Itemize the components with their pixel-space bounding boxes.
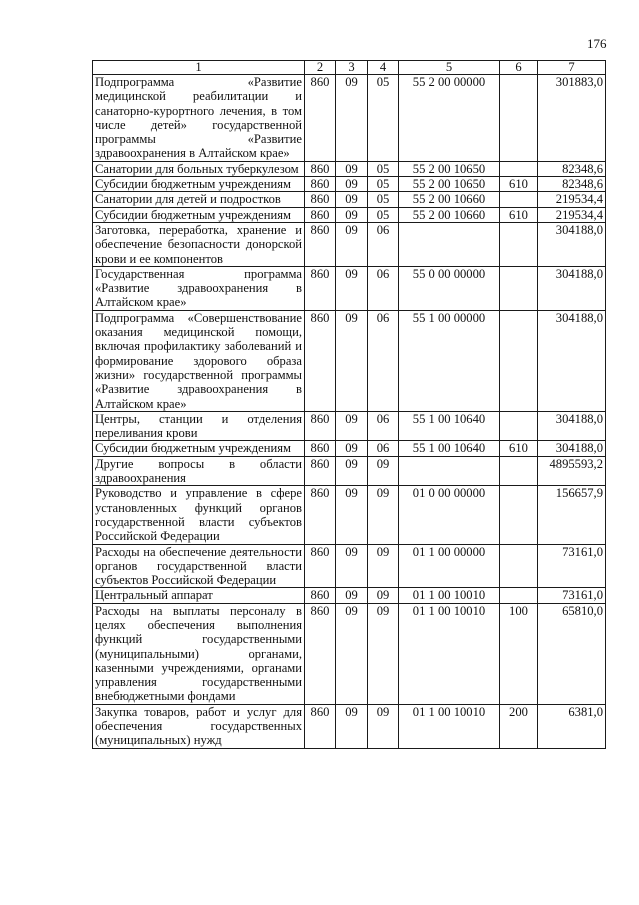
row-name-cell: Центры, станции и отделения переливания крови: [93, 411, 305, 441]
expense-type-cell: 200: [500, 704, 538, 748]
expense-type-cell: [500, 456, 538, 486]
expense-type-cell: 610: [500, 441, 538, 456]
section-code-cell: 09: [336, 161, 368, 176]
row-name-cell: Расходы на выплаты персоналу в целях обеспечения выполнения функций государственными (муниципальными) органами, казенными учреждениями, органами управления государственными внебюджетными фондами: [93, 603, 305, 704]
amount-cell: 304188,0: [538, 266, 606, 310]
table-row: [93, 161, 606, 176]
header-row: [93, 61, 606, 75]
amount-cell: 82348,6: [538, 177, 606, 192]
budget-table: [92, 60, 606, 749]
expense-type-cell: [500, 411, 538, 441]
subsection-code-cell: 09: [368, 456, 399, 486]
row-name-cell: Руководство и управление в сфере установленных функций органов государственной власти субъектов Российской Федерации: [93, 486, 305, 544]
table-row: [93, 544, 606, 588]
table-row: [93, 456, 606, 486]
expense-type-cell: 610: [500, 207, 538, 222]
target-article-cell: 55 1 00 00000: [399, 310, 500, 411]
grbs-code-cell: 860: [305, 704, 336, 748]
grbs-code-cell: 860: [305, 603, 336, 704]
subsection-code-cell: 05: [368, 177, 399, 192]
column-header-2: 2: [305, 61, 336, 75]
section-code-cell: 09: [336, 266, 368, 310]
table-row: [93, 310, 606, 411]
amount-cell: 73161,0: [538, 588, 606, 603]
section-code-cell: 09: [336, 411, 368, 441]
target-article-cell: 55 2 00 10660: [399, 207, 500, 222]
table-row: [93, 411, 606, 441]
table-row: [93, 603, 606, 704]
column-header-3: 3: [336, 61, 368, 75]
grbs-code-cell: 860: [305, 222, 336, 266]
grbs-code-cell: 860: [305, 177, 336, 192]
table-row: [93, 222, 606, 266]
target-article-cell: 55 2 00 10660: [399, 192, 500, 207]
section-code-cell: 09: [336, 456, 368, 486]
table-row: [93, 177, 606, 192]
section-code-cell: 09: [336, 310, 368, 411]
subsection-code-cell: 06: [368, 441, 399, 456]
table-row: [93, 588, 606, 603]
section-code-cell: 09: [336, 75, 368, 162]
amount-cell: 156657,9: [538, 486, 606, 544]
expense-type-cell: [500, 192, 538, 207]
subsection-code-cell: 09: [368, 588, 399, 603]
row-name-cell: Заготовка, переработка, хранение и обеспечение безопасности донорской крови и ее компонентов: [93, 222, 305, 266]
subsection-code-cell: 05: [368, 161, 399, 176]
expense-type-cell: 100: [500, 603, 538, 704]
column-header-4: 4: [368, 61, 399, 75]
grbs-code-cell: 860: [305, 207, 336, 222]
amount-cell: 219534,4: [538, 192, 606, 207]
target-article-cell: 01 0 00 00000: [399, 486, 500, 544]
subsection-code-cell: 09: [368, 486, 399, 544]
grbs-code-cell: 860: [305, 441, 336, 456]
grbs-code-cell: 860: [305, 411, 336, 441]
subsection-code-cell: 09: [368, 544, 399, 588]
row-name-cell: Субсидии бюджетным учреждениям: [93, 207, 305, 222]
grbs-code-cell: 860: [305, 486, 336, 544]
expense-type-cell: [500, 544, 538, 588]
target-article-cell: [399, 456, 500, 486]
grbs-code-cell: 860: [305, 192, 336, 207]
section-code-cell: 09: [336, 588, 368, 603]
expense-type-cell: [500, 222, 538, 266]
expense-type-cell: [500, 266, 538, 310]
grbs-code-cell: 860: [305, 456, 336, 486]
grbs-code-cell: 860: [305, 544, 336, 588]
table-row: [93, 192, 606, 207]
target-article-cell: 01 1 00 10010: [399, 603, 500, 704]
amount-cell: 82348,6: [538, 161, 606, 176]
grbs-code-cell: 860: [305, 161, 336, 176]
table-row: [93, 441, 606, 456]
target-article-cell: 55 1 00 10640: [399, 441, 500, 456]
section-code-cell: 09: [336, 486, 368, 544]
target-article-cell: [399, 222, 500, 266]
row-name-cell: Санатории для детей и подростков: [93, 192, 305, 207]
subsection-code-cell: 09: [368, 603, 399, 704]
subsection-code-cell: 06: [368, 310, 399, 411]
section-code-cell: 09: [336, 441, 368, 456]
amount-cell: 219534,4: [538, 207, 606, 222]
amount-cell: 73161,0: [538, 544, 606, 588]
row-name-cell: Государственная программа «Развитие здравоохранения в Алтайском крае»: [93, 266, 305, 310]
target-article-cell: 55 2 00 10650: [399, 177, 500, 192]
column-header-7: 7: [538, 61, 606, 75]
subsection-code-cell: 06: [368, 266, 399, 310]
subsection-code-cell: 05: [368, 75, 399, 162]
grbs-code-cell: 860: [305, 310, 336, 411]
table-body: [93, 75, 606, 749]
row-name-cell: Субсидии бюджетным учреждениям: [93, 441, 305, 456]
row-name-cell: Подпрограмма «Совершенствование оказания медицинской помощи, включая профилактику заболеваний и формирование здорового образа жизни» государственной программы «Развитие здравоохранения в Алтайском крае»: [93, 310, 305, 411]
expense-type-cell: [500, 161, 538, 176]
column-header-5: 5: [399, 61, 500, 75]
amount-cell: 65810,0: [538, 603, 606, 704]
subsection-code-cell: 09: [368, 704, 399, 748]
amount-cell: 301883,0: [538, 75, 606, 162]
row-name-cell: Расходы на обеспечение деятельности органов государственной власти субъектов Российской Федерации: [93, 544, 305, 588]
column-header-6: 6: [500, 61, 538, 75]
column-header-1: 1: [93, 61, 305, 75]
amount-cell: 304188,0: [538, 310, 606, 411]
table-row: [93, 266, 606, 310]
table-row: [93, 75, 606, 162]
target-article-cell: 01 1 00 10010: [399, 588, 500, 603]
target-article-cell: 55 1 00 10640: [399, 411, 500, 441]
expense-type-cell: 610: [500, 177, 538, 192]
section-code-cell: 09: [336, 177, 368, 192]
section-code-cell: 09: [336, 222, 368, 266]
section-code-cell: 09: [336, 544, 368, 588]
amount-cell: 6381,0: [538, 704, 606, 748]
amount-cell: 304188,0: [538, 222, 606, 266]
page-number: 176: [587, 36, 607, 51]
target-article-cell: 01 1 00 00000: [399, 544, 500, 588]
subsection-code-cell: 05: [368, 192, 399, 207]
row-name-cell: Другие вопросы в области здравоохранения: [93, 456, 305, 486]
table-row: [93, 704, 606, 748]
table-row: [93, 207, 606, 222]
row-name-cell: Субсидии бюджетным учреждениям: [93, 177, 305, 192]
row-name-cell: Центральный аппарат: [93, 588, 305, 603]
expense-type-cell: [500, 310, 538, 411]
row-name-cell: Закупка товаров, работ и услуг для обеспечения государственных (муниципальных) нужд: [93, 704, 305, 748]
section-code-cell: 09: [336, 192, 368, 207]
subsection-code-cell: 06: [368, 411, 399, 441]
section-code-cell: 09: [336, 704, 368, 748]
amount-cell: 304188,0: [538, 411, 606, 441]
amount-cell: 304188,0: [538, 441, 606, 456]
target-article-cell: 55 2 00 00000: [399, 75, 500, 162]
target-article-cell: 55 0 00 00000: [399, 266, 500, 310]
grbs-code-cell: 860: [305, 75, 336, 162]
section-code-cell: 09: [336, 207, 368, 222]
expense-type-cell: [500, 486, 538, 544]
grbs-code-cell: 860: [305, 266, 336, 310]
expense-type-cell: [500, 588, 538, 603]
subsection-code-cell: 06: [368, 222, 399, 266]
subsection-code-cell: 05: [368, 207, 399, 222]
grbs-code-cell: 860: [305, 588, 336, 603]
target-article-cell: 01 1 00 10010: [399, 704, 500, 748]
row-name-cell: Санатории для больных туберкулезом: [93, 161, 305, 176]
target-article-cell: 55 2 00 10650: [399, 161, 500, 176]
amount-cell: 4895593,2: [538, 456, 606, 486]
expense-type-cell: [500, 75, 538, 162]
table-row: [93, 486, 606, 544]
row-name-cell: Подпрограмма «Развитие медицинской реабилитации и санаторно-курортного лечения, в том числе детей» государственной программы «Развитие здравоохранения в Алтайском крае»: [93, 75, 305, 162]
section-code-cell: 09: [336, 603, 368, 704]
